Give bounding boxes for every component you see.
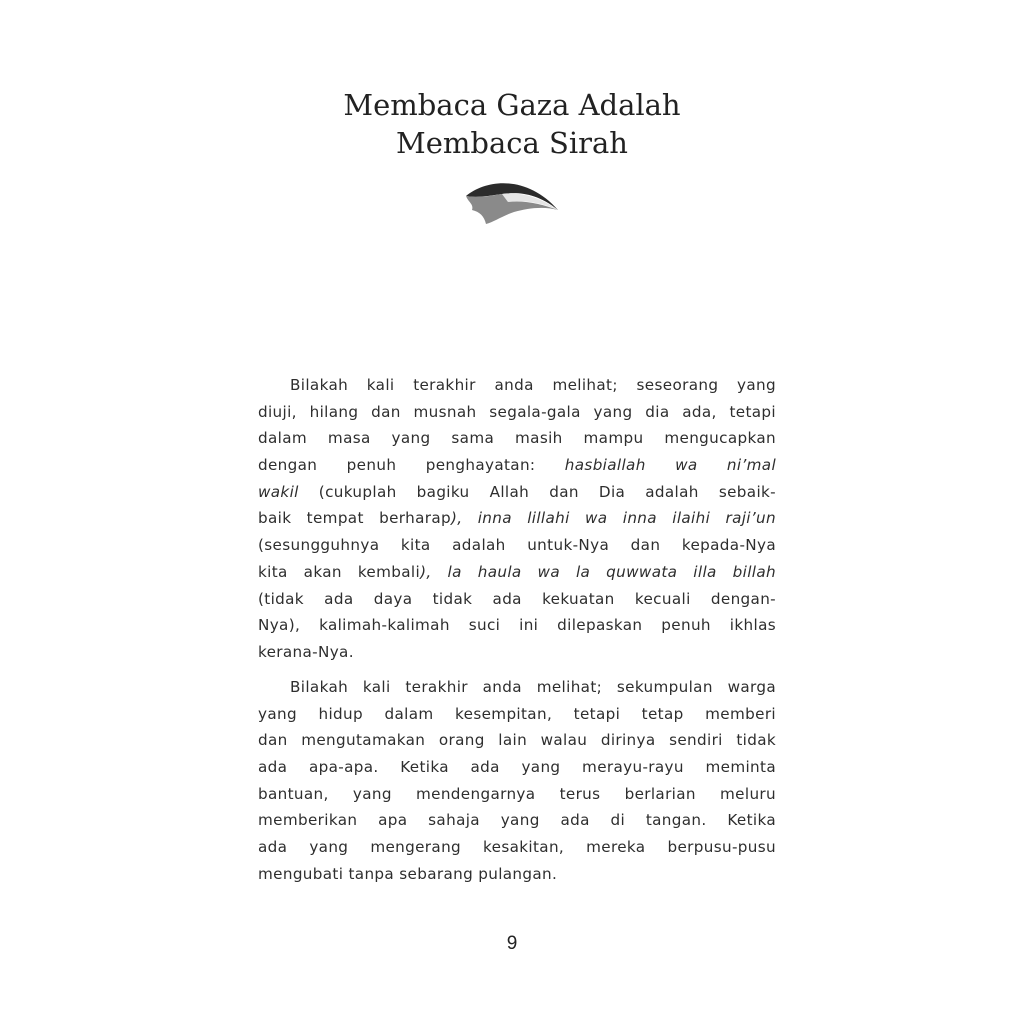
- chapter-title-line-1: Membaca Gaza Adalah: [343, 88, 681, 122]
- text-line: [258, 861, 776, 888]
- text-line: [258, 479, 776, 506]
- text-line: [258, 807, 776, 834]
- paragraph-1: [258, 372, 776, 666]
- text-line: [258, 781, 776, 808]
- text-segment: ada yang mengerang kesakitan, mereka berpusu-pusu: [258, 838, 776, 857]
- chapter-title: [0, 86, 1024, 162]
- text-segment: diuji, hilang dan musnah segala-gala yang dia ada, tetapi: [258, 402, 776, 421]
- text-line: [258, 425, 776, 452]
- text-segment: (tidak ada daya tidak ada kekuatan kecuali dengan-: [258, 589, 776, 608]
- text-line: [258, 754, 776, 781]
- paragraph-2: [258, 674, 776, 888]
- text-line: [258, 559, 776, 586]
- text-segment: dan mengutamakan orang lain walau dirinya sendiri tidak: [258, 731, 776, 750]
- text-segment: (cukuplah bagiku Allah dan Dia adalah sebaik-: [298, 482, 776, 501]
- italic-phrase: hasbiallah wa ni’mal: [564, 456, 777, 475]
- text-line: [258, 612, 776, 639]
- text-segment: (sesungguhnya kita adalah untuk-Nya dan kepada-Nya: [258, 536, 776, 555]
- palestine-flag-brush-icon: [458, 170, 562, 226]
- text-segment: Nya), kalimah-kalimah suci ini dilepaskan penuh ikhlas: [258, 616, 776, 635]
- page-number: 9: [506, 933, 518, 954]
- italic-phrase: wakil: [258, 482, 299, 501]
- text-line: [258, 452, 776, 479]
- text-line: [258, 639, 776, 666]
- chapter-title-line-2: Membaca Sirah: [396, 126, 628, 160]
- text-line: [258, 399, 776, 426]
- text-line: [258, 586, 776, 613]
- text-segment: memberikan apa sahaja yang ada di tangan. Ketika: [258, 811, 776, 830]
- text-segment: kita akan kembali: [258, 562, 421, 581]
- text-segment: Bilakah kali terakhir anda melihat; sekumpulan warga: [290, 678, 776, 696]
- text-line: [258, 701, 776, 728]
- text-segment: dalam masa yang sama masih mampu mengucapkan: [258, 429, 776, 448]
- text-segment: Bilakah kali terakhir anda melihat; seseorang yang: [290, 376, 776, 394]
- text-line: [258, 505, 776, 532]
- text-segment: baik tempat berharap: [258, 509, 451, 528]
- text-line: [258, 372, 776, 399]
- text-segment: ada apa-apa. Ketika ada yang merayu-rayu meminta: [258, 758, 776, 777]
- text-segment: yang hidup dalam kesempitan, tetapi tetap memberi: [258, 704, 776, 723]
- text-line: [258, 727, 776, 754]
- text-line: [258, 834, 776, 861]
- italic-phrase: ), la haula wa la quwwata illa billah: [420, 562, 776, 581]
- text-line: [258, 532, 776, 559]
- text-line: [258, 674, 776, 701]
- text-segment: mengubati tanpa sebarang pulangan.: [258, 864, 558, 883]
- text-segment: kerana-Nya.: [258, 642, 354, 661]
- italic-phrase: ), inna lillahi wa inna ilaihi raji’un: [450, 509, 776, 528]
- text-segment: dengan penuh penghayatan:: [258, 456, 565, 475]
- text-segment: bantuan, yang mendengarnya terus berlarian meluru: [258, 784, 776, 803]
